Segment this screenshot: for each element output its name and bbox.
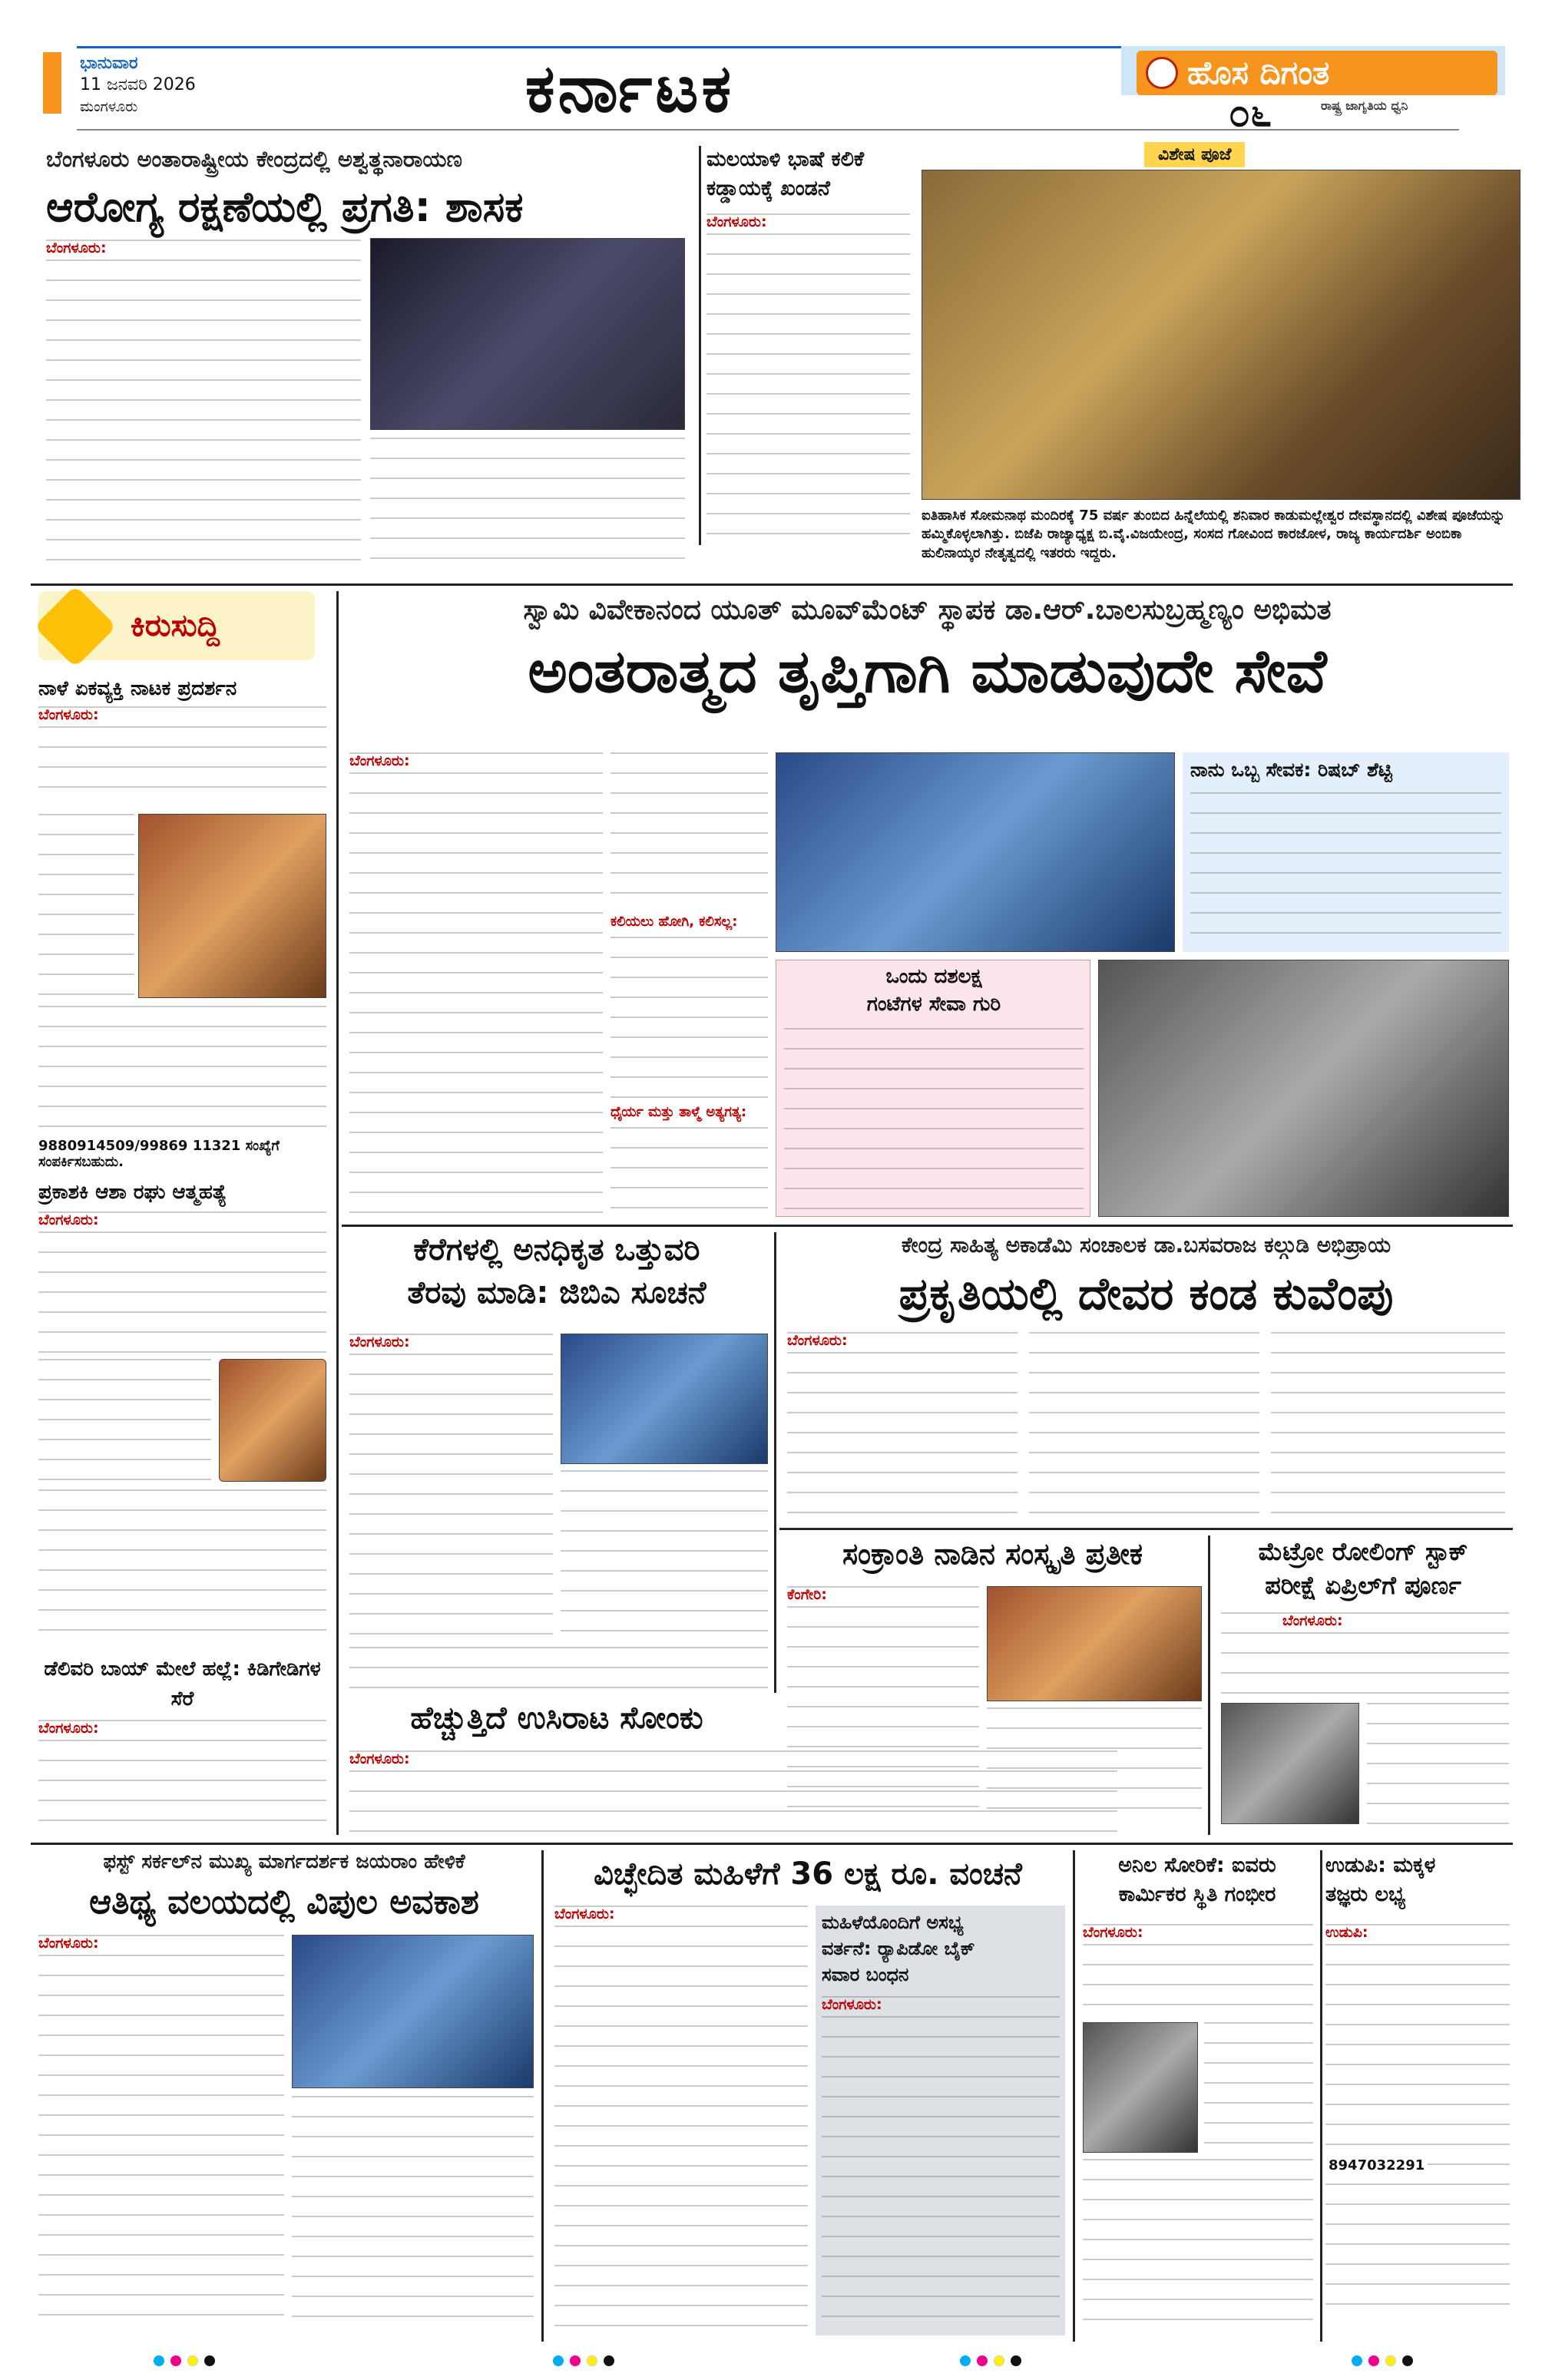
masthead-orange-bar [43, 52, 61, 114]
article-byline: ಉಡುಪಿ: [1325, 1924, 1368, 1941]
lamp-icon [1146, 57, 1178, 89]
brief-headline: ನಾಳೆ ಏಕವ್ಯಕ್ತಿ ನಾಟಕ ಪ್ರದರ್ಶನ [38, 677, 237, 700]
seva-box [776, 960, 1090, 1217]
special-puja [922, 134, 1520, 583]
article-fire [1078, 1850, 1316, 2342]
lead-headline: ಅಂತರಾತ್ಮದ ತೃಪ್ತಿಗಾಗಿ ಮಾಡುವುದೇ ಸೇವೆ [528, 637, 1327, 706]
divider [699, 146, 701, 545]
lead-stage-photo[interactable] [776, 752, 1175, 952]
article-sankranti [779, 1535, 1206, 1835]
divider [1073, 1850, 1075, 2342]
article-health [31, 146, 699, 576]
brief-byline: ಬೆಂಗಳೂರು: [38, 706, 99, 723]
article-byline: ಬೆಂಗಳೂರು: [349, 1750, 410, 1767]
lead-story [342, 591, 1513, 1221]
registration-dot-black [1011, 2355, 1021, 2366]
divider [541, 1850, 544, 2342]
article-byline: ಬೆಂಗಳೂರು: [38, 1935, 99, 1952]
article-body [1325, 1924, 1510, 2323]
article-byline: ಬೆಂಗಳೂರು: [1083, 1924, 1143, 1941]
article-body-wrap [1367, 1703, 1509, 1824]
registration-dot-yellow [994, 2355, 1004, 2366]
article-headline: ಸಂಕ್ರಾಂತಿ ನಾಡಿನ ಸಂಸ್ಕೃತಿ ಪ್ರತೀಕ [842, 1537, 1143, 1571]
article-headline: ಆರೋಗ್ಯ ರಕ್ಷಣೆಯಲ್ಲಿ ಪ್ರಗತಿ: ಶಾಸಕ [46, 183, 524, 231]
article-headline: ಅನಿಲ ಸೋರಿಕೆ: ಐವರು [1118, 1853, 1276, 1877]
lead-subhead-1: ಕಲಿಯಲು ಹೋಗಿ, ಕಲಿಸಲ್ಲ: [611, 914, 738, 930]
registration-dot-yellow [587, 2355, 597, 2366]
article-body-wrap [1204, 2022, 1313, 2153]
article-body-lower [349, 1647, 768, 1693]
article-body-col1 [349, 1334, 553, 1641]
rapido-headline-line3: ಸವಾರ ಬಂಧನ [822, 1964, 909, 1985]
panel-discussion-photo[interactable] [370, 238, 685, 430]
registration-dot-cyan [960, 2355, 971, 2366]
article-kicker: ಫಸ್ಟ್ ಸರ್ಕಲ್‌ನ ಮುಖ್ಯ ಮಾರ್ಗದರ್ಶಕ ಜಯರಾಂ ಹೇಳಿಕೆ [103, 1850, 465, 1873]
article-body-col2 [292, 2096, 534, 2334]
section-divider [779, 1528, 1513, 1530]
article-body-top [1221, 1612, 1509, 1697]
registration-dot-magenta [1368, 2355, 1379, 2366]
registration-dot-cyan [1352, 2355, 1362, 2366]
article-byline: ಬೆಂಗಳೂರು: [349, 1334, 410, 1350]
rapido-box [816, 1906, 1065, 2335]
registration-dot-black [204, 2355, 215, 2366]
article-headline: ವಿಚ್ಛೇದಿತ ಮಹಿಳೆಗೆ 36 ಲಕ್ಷ ರೂ. ವಂಚನೆ [594, 1856, 1022, 1892]
section-title: ಕರ್ನಾಟಕ [524, 51, 735, 127]
article-byline: ಬೆಂಗಳೂರು: [787, 1332, 848, 1349]
divider [336, 591, 339, 1835]
article-body-col1 [38, 1935, 284, 2334]
article-headline: ಹೆಚ್ಚುತ್ತಿದೆ ಉಸಿರಾಟ ಸೋಂಕು [410, 1701, 703, 1736]
article-kicker: ಕೇಂದ್ರ ಸಾಹಿತ್ಯ ಅಕಾಡೆಮಿ ಸಂಚಾಲಕ ಡಾ.ಬಸವರಾಜ ಕಲ್ಗುಡಿ ಅಭಿಪ್ರಾಯ [901, 1232, 1391, 1258]
section-divider [342, 1225, 1513, 1227]
rapido-headline-line2: ವರ್ತನೆ: ರ್‍ಯಾಪಿಡೋ ಬೈಕ್ [822, 1938, 975, 1959]
award-photo[interactable] [292, 1935, 534, 2088]
lead-subhead-2: ಧೈರ್ಯ ಮತ್ತು ತಾಳ್ಮೆ ಅತ್ಯಗತ್ಯ: [611, 1104, 747, 1120]
article-hospitality [31, 1850, 538, 2342]
article-kicker: ಬೆಂಗಳೂರು ಅಂತಾರಾಷ್ಟ್ರೀಯ ಕೇಂದ್ರದಲ್ಲಿ ಅಶ್ವತ್ಥನಾರಾಯಣ [46, 146, 462, 172]
article-body-col3 [1271, 1332, 1505, 1516]
article-udupi [1325, 1850, 1513, 2342]
kirusuddi-header [38, 591, 315, 660]
rapido-byline: ಬೆಂಗಳೂರು: [822, 1996, 882, 2013]
article-malayalam [706, 146, 914, 545]
kirusuddi-label: ಕಿರುಸುದ್ದಿ [131, 608, 220, 643]
masthead-city: ಮಂಗಳೂರು [80, 98, 138, 115]
lead-award-photo[interactable] [1098, 960, 1509, 1217]
rishab-body [1190, 792, 1501, 946]
article-body-col1 [554, 1906, 808, 2335]
registration-dot-yellow [187, 2355, 198, 2366]
article-byline: ಬೆಂಗಳೂರು: [46, 240, 107, 256]
lead-byline: ಬೆಂಗಳೂರು: [349, 752, 410, 769]
brief-body-2 [38, 1211, 326, 1357]
rapido-body [822, 1996, 1060, 2326]
rishab-headline: ನಾನು ಒಬ್ಬ ಸೇವಕ: ರಿಷಬ್ ಶೆಟ್ಟಿ [1190, 759, 1392, 781]
masthead-date: 11 ಜನವರಿ 2026 [80, 75, 196, 94]
registration-dot-cyan [553, 2355, 564, 2366]
registration-dot-black [604, 2355, 614, 2366]
article-body-col2 [561, 1470, 768, 1641]
article-headline: ಪ್ರಕೃತಿಯಲ್ಲಿ ದೇವರ ಕಂಡ ಕುವೆಂಪು [898, 1268, 1394, 1320]
article-body-top [1083, 1924, 1313, 2016]
article-byline: ಬೆಂಗಳೂರು: [554, 1906, 615, 1922]
drama-photo[interactable] [138, 814, 326, 998]
brief-body-lower [38, 1006, 326, 1136]
article-headline-line2: ಪರೀಕ್ಷೆ ಏಪ್ರಿಲ್‌ಗೆ ಪೂರ್ಣ [1265, 1571, 1461, 1600]
seva-headline-line2: ಗಂಟೆಗಳ ಸೇವಾ ಗುರಿ [866, 993, 1001, 1016]
article-byline: ಬೆಂಗಳೂರು: [706, 213, 767, 230]
rishab-box [1183, 752, 1509, 952]
kirusuddi-column [31, 591, 334, 1835]
lead-body-col1 [349, 752, 603, 1213]
article-byline: ಬೆಂಗಳೂರು: [1282, 1612, 1343, 1629]
brief-body [38, 706, 326, 806]
puja-photo[interactable] [922, 170, 1520, 500]
puja-caption: ಐತಿಹಾಸಿಕ ಸೋಮನಾಥ ಮಂದಿರಕ್ಕೆ 75 ವರ್ಷ ತುಂಬಿದ ಹಿನ್ನೆಲೆಯಲ್ಲಿ ಶನಿವಾರ ಕಾಡುಮಲ್ಲೇಶ್ವರ ದೇವಸ್ಥಾನದಲ್ಲಿ ವಿಶೇಷ ಪೂಜೆಯನ್ನು ಹಮ್ಮಿಕೊಳ್ಳಲಾಗಿತ್ತು. ಬಿಜೆಪಿ ರಾಜ್ಯಾಧ್ಯಕ್ಷ ಬಿ.ವೈ.ವಿಜಯೇಂದ್ರ, ಸಂಸದ ಗೋವಿಂದ ಕಾರಜೋಳ, ರಾಜ್ಯ ಕಾರ್ಯದರ್ಶಿ ಅಂಬಿಕಾ ಹುಲಿನಾಯ್ಕರ ನೇತೃತ್ವದಲ್ಲಿ ಇತರರು ಇದ್ದರು. [922, 507, 1505, 561]
rapido-headline: ಮಹಿಳೆಯೊಂದಿಗೆ ಅಸಭ್ಯ [822, 1912, 964, 1933]
article-body-col2 [987, 1707, 1202, 1824]
hand-icon [34, 585, 116, 667]
lead-body-col2c [611, 1127, 768, 1213]
udupi-contact: 8947032291 [1325, 2157, 1428, 2173]
registration-dot-cyan [154, 2355, 164, 2366]
lead-body-col2b [611, 937, 768, 1098]
lead-body-col2 [611, 752, 768, 906]
masthead [0, 0, 1542, 134]
masthead-day: ಭಾನುವಾರ [80, 54, 138, 73]
lead-kicker: ಸ್ವಾಮಿ ವಿವೇಕಾನಂದ ಯೂತ್ ಮೂವ್‌ಮೆಂಟ್ ಸ್ಥಾಪಕ ಡಾ.ಆರ್.ಬಾಲಸುಬ್ರಹ್ಮಣ್ಯಂ ಅಭಿಮತ [523, 594, 1332, 626]
article-headline-line2: ಕಾರ್ಮಿಕರ ಸ್ಥಿತಿ ಗಂಭೀರ [1118, 1883, 1276, 1906]
article-body-col1 [46, 240, 361, 570]
meeting-photo[interactable] [561, 1334, 768, 1464]
factory-photo[interactable] [1083, 2022, 1198, 2153]
registration-dot-black [1402, 2355, 1413, 2366]
registration-dot-yellow [1385, 2355, 1396, 2366]
brief-headline-2: ಪ್ರಕಾಶಕಿ ಆಶಾ ರಘು ಆತ್ಮಹತ್ಯೆ [38, 1181, 227, 1204]
seva-body [784, 1028, 1084, 1212]
divider [1320, 1850, 1322, 2342]
page-number: ೦೬ [1229, 91, 1272, 135]
registration-dot-magenta [570, 2355, 581, 2366]
article-headline-line2: ತಜ್ಞರು ಲಭ್ಯ [1325, 1883, 1406, 1906]
sankranti-photo[interactable] [987, 1586, 1202, 1701]
paper-tagline: ರಾಷ್ಟ್ರ ಜಾಗೃತಿಯ ಧ್ವನಿ [1321, 98, 1408, 113]
brief-body-2b [38, 1359, 211, 1482]
section-divider [31, 1843, 1513, 1845]
brief-contact: 9880914509/99869 11321 ಸಂಖ್ಯೆಗೆ ಸಂಪರ್ಕಿಸಬಹುದು. [38, 1138, 280, 1170]
article-body-col2 [1029, 1332, 1259, 1516]
metro-coach-photo[interactable] [1221, 1703, 1359, 1824]
article-divorce [547, 1850, 1069, 2342]
article-headline: ಮೆಟ್ರೋ ರೋಲಿಂಗ್ ಸ್ಟಾಕ್ [1258, 1537, 1468, 1566]
article-body [706, 213, 910, 536]
article-body-lower [1083, 2159, 1313, 2335]
paper-logo [1137, 51, 1497, 95]
paper-name: ಹೊಸ ದಿಗಂತ [1187, 54, 1330, 91]
brief-headline-3: ಡೆಲಿವರಿ ಬಾಯ್ ಮೇಲೆ ಹಲ್ಲೆ: ಕಿಡಿಗೇಡಿಗಳ ಸೆರೆ [44, 1658, 321, 1711]
divider [1208, 1535, 1210, 1835]
article-headline: ಕೆರೆಗಳಲ್ಲಿ ಅನಧಿಕೃತ ಒತ್ತುವರಿ [413, 1232, 700, 1268]
asha-raghu-photo[interactable] [219, 1359, 326, 1482]
article-headline: ಆತಿಥ್ಯ ವಲಯದಲ್ಲಿ ವಿಪುಲ ಅವಕಾಶ [89, 1883, 479, 1922]
brief-body-3 [38, 1720, 326, 1831]
brief-byline-3: ಬೆಂಗಳೂರು: [38, 1720, 99, 1737]
article-body-col1 [787, 1586, 979, 1824]
article-body-col1 [787, 1332, 1018, 1516]
brief-body-wrap [38, 814, 134, 998]
article-metro [1213, 1535, 1513, 1835]
article-body-col2 [370, 438, 685, 570]
brief-body-2c [38, 1489, 326, 1643]
article-byline: ಕೆಂಗೇರಿ: [787, 1586, 827, 1603]
article-headline-line2: ಕಡ್ಡಾಯಕ್ಕೆ ಖಂಡನೆ [706, 177, 830, 200]
article-headline-line2: ತೆರವು ಮಾಡಿ: ಜಿಬಿಎ ಸೂಚನೆ [407, 1275, 706, 1311]
registration-dot-magenta [977, 2355, 988, 2366]
article-kuvempu [779, 1232, 1513, 1524]
brief-byline-2: ಬೆಂಗಳೂರು: [38, 1211, 99, 1228]
article-headline: ಮಲಯಾಳಿ ಭಾಷೆ ಕಲಿಕೆ [706, 147, 865, 171]
divider [774, 1232, 776, 1693]
registration-dot-magenta [170, 2355, 181, 2366]
article-headline: ಉಡುಪಿ: ಮಕ್ಕಳ [1325, 1853, 1436, 1877]
section-divider [31, 583, 1513, 586]
puja-badge: ವಿಶೇಷ ಪೂಜೆ [1144, 142, 1245, 167]
seva-headline: ಒಂದು ದಶಲಕ್ಷ [885, 965, 982, 988]
masthead-rule [77, 46, 1137, 48]
